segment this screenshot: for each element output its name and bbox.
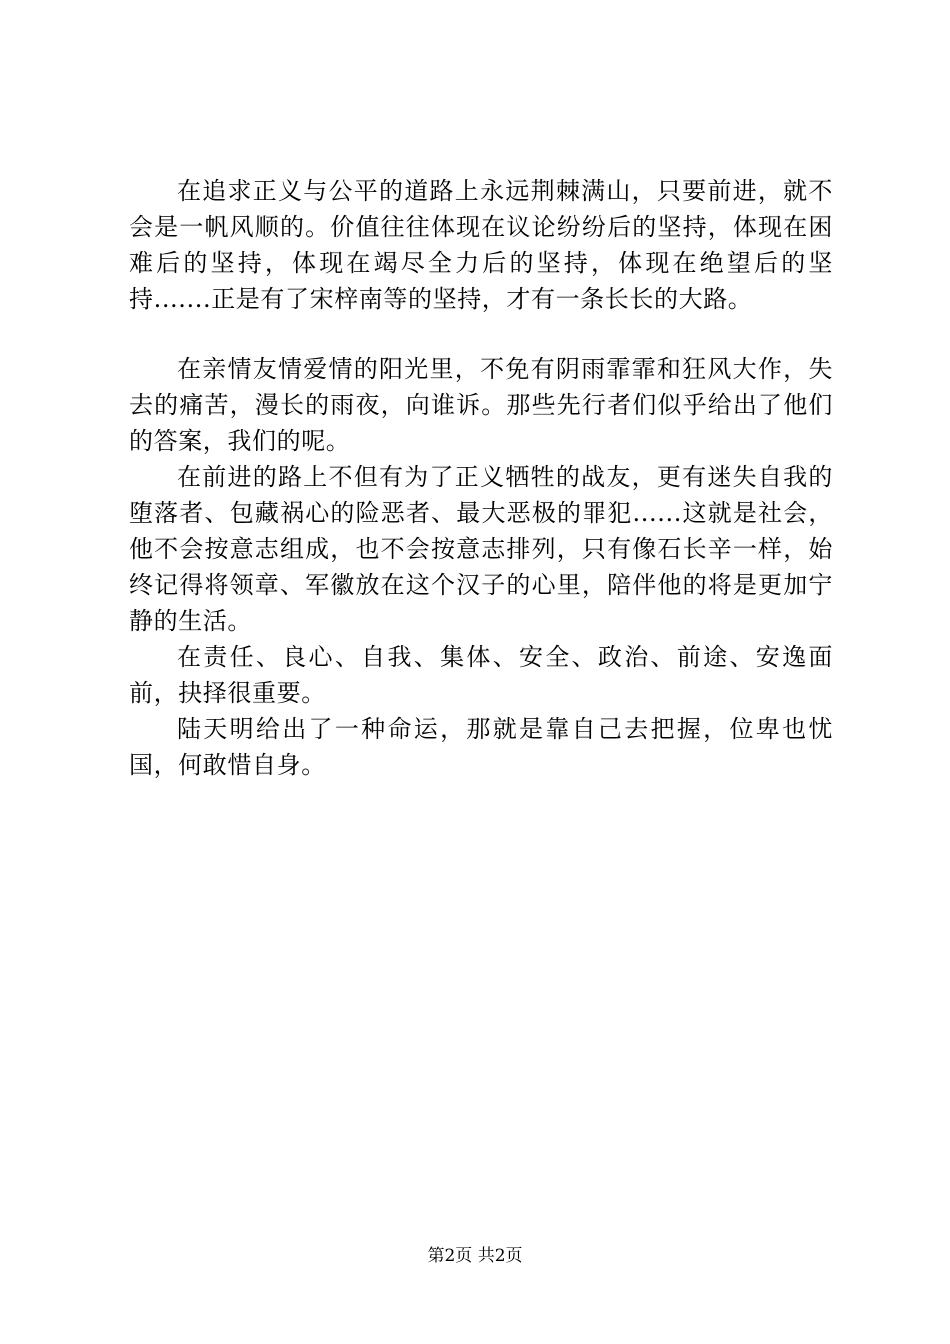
paragraph-4: 在责任、良心、自我、集体、安全、政治、前途、安逸面前，抉择很重要。 xyxy=(129,643,833,707)
document-body xyxy=(129,173,833,783)
paragraph-5: 陆天明给出了一种命运，那就是靠自己去把握，位卑也忧国，何敢惜自身。 xyxy=(129,715,833,779)
page-footer: 第2页 共2页 xyxy=(427,1246,523,1266)
paragraph-1: 在追求正义与公平的道路上永远荆棘满山，只要前进，就不会是一帆风顺的。价值往往体现在议论纷纷后的坚持，体现在困难后的坚持，体现在竭尽全力后的坚持，体现在绝望后的坚持.......正是有了宋梓南等的坚持，才有一条长长的大路。 xyxy=(129,177,833,313)
paragraph-2: 在亲情友情爱情的阳光里，不免有阴雨霏霏和狂风大作，失去的痛苦，漫长的雨夜，向谁诉。那些先行者们似乎给出了他们的答案，我们的呢。 xyxy=(129,355,833,455)
paragraph-3: 在前进的路上不但有为了正义牺牲的战友，更有迷失自我的堕落者、包藏祸心的险恶者、最大恶极的罪犯......这就是社会，他不会按意志组成，也不会按意志排列，只有像石长辛一样，始终记得将领章、军徽放在这个汉子的心里，陪伴他的将是更加宁静的生活。 xyxy=(129,463,833,635)
